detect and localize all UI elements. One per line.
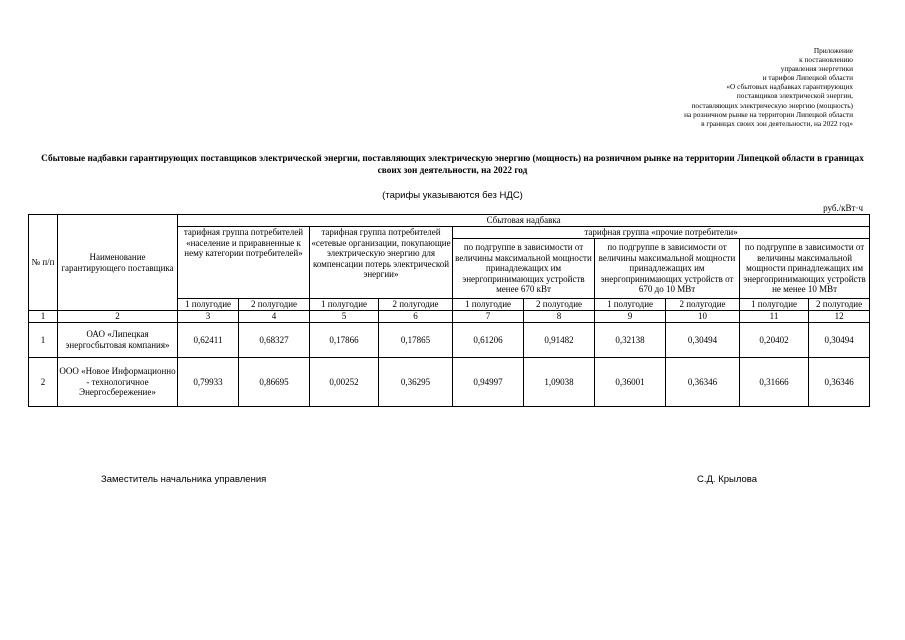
value-cell: 0,31666 bbox=[740, 358, 809, 407]
value-cell: 0,17865 bbox=[379, 323, 453, 358]
header-markup: Сбытовая надбавка bbox=[178, 215, 870, 227]
table-row bbox=[29, 323, 870, 358]
column-number: 8 bbox=[524, 311, 595, 323]
signatory-name: С.Д. Крылова bbox=[697, 474, 758, 485]
column-number: 7 bbox=[453, 311, 524, 323]
value-cell: 0,86695 bbox=[239, 358, 310, 407]
value-cell: 0,61206 bbox=[453, 323, 524, 358]
unit-label: руб./кВт·ч bbox=[823, 203, 863, 213]
header-half-2: 2 полугодие bbox=[524, 299, 595, 311]
header-half-1: 1 полугодие bbox=[453, 299, 524, 311]
appendix-line: поставщиков электрической энергии, bbox=[736, 91, 853, 101]
row-num: 1 bbox=[29, 323, 58, 358]
value-cell: 0,36346 bbox=[666, 358, 740, 407]
appendix-line: «О сбытовых надбавках гарантирующих bbox=[726, 82, 853, 92]
header-group-other: тарифная группа «прочие потребители» bbox=[453, 227, 870, 239]
header-half-2: 2 полугодие bbox=[379, 299, 453, 311]
value-cell: 0,36346 bbox=[809, 358, 870, 407]
appendix-line: Приложение bbox=[813, 46, 853, 55]
row-num: 2 bbox=[29, 358, 58, 407]
appendix-block bbox=[593, 46, 853, 128]
value-cell: 0,00252 bbox=[310, 358, 379, 407]
column-number: 12 bbox=[809, 311, 870, 323]
column-number: 10 bbox=[666, 311, 740, 323]
column-number: 5 bbox=[310, 311, 379, 323]
value-cell: 0,94997 bbox=[453, 358, 524, 407]
header-half-2: 2 полугодие bbox=[809, 299, 870, 311]
header-group-network: тарифная группа потребителей «сетевые организации, покупающие электрическую энергию для компенсации потерь электрической энергии» bbox=[310, 227, 453, 299]
header-half-1: 1 полугодие bbox=[740, 299, 809, 311]
appendix-line: на розничном рынке на территории Липецкой области bbox=[684, 109, 853, 119]
vat-note: (тарифы указываются без НДС) bbox=[382, 190, 523, 201]
column-number: 9 bbox=[595, 311, 666, 323]
column-number-row bbox=[29, 311, 870, 323]
value-cell: 0,36001 bbox=[595, 358, 666, 407]
supplier-name: ОАО «Липецкая энергосбытовая компания» bbox=[58, 323, 178, 358]
signatory-position: Заместитель начальника управления bbox=[101, 474, 267, 485]
appendix-line: поставляющих электрическую энергию (мощность) bbox=[691, 100, 853, 110]
header-half-2: 2 полугодие bbox=[239, 299, 310, 311]
value-cell: 1,09038 bbox=[524, 358, 595, 407]
value-cell: 0,68327 bbox=[239, 323, 310, 358]
header-half-1: 1 полугодие bbox=[310, 299, 379, 311]
header-half-2: 2 полугодие bbox=[666, 299, 740, 311]
supplier-name: ООО «Новое Информационно - технологичное Энергосбережение» bbox=[58, 358, 178, 407]
value-cell: 0,30494 bbox=[809, 323, 870, 358]
appendix-line: в границах своих зон деятельности, на 2022 год» bbox=[701, 118, 853, 128]
markup-table bbox=[28, 214, 870, 407]
header-group-population: тарифная группа потребителей «население и приравненные к нему категории потребителей» bbox=[178, 227, 310, 299]
column-number: 3 bbox=[178, 311, 239, 323]
value-cell: 0,17866 bbox=[310, 323, 379, 358]
value-cell: 0,32138 bbox=[595, 323, 666, 358]
document-title: Сбытовые надбавки гарантирующих поставщиков электрической энергии, поставляющих электрическую энергию (мощность) на розничном рынке на территории Липецкой области в границах своих зон деятельности, на 2022 год bbox=[41, 154, 864, 176]
appendix-line: управления энергетики bbox=[780, 64, 853, 74]
value-cell: 0,79933 bbox=[178, 358, 239, 407]
column-number: 2 bbox=[58, 311, 178, 323]
header-subgroup-large: по подгруппе в зависимости от величины максимальной мощности принадлежащих им энергопринимающих устройств не менее 10 МВт bbox=[740, 239, 870, 299]
column-number: 4 bbox=[239, 311, 310, 323]
value-cell: 0,20402 bbox=[740, 323, 809, 358]
header-half-1: 1 полугодие bbox=[178, 299, 239, 311]
header-num: № п/п bbox=[29, 215, 58, 311]
value-cell: 0,36295 bbox=[379, 358, 453, 407]
header-subgroup-medium: по подгруппе в зависимости от величины максимальной мощности принадлежащих им энергопринимающих устройств от 670 до 10 МВт bbox=[595, 239, 740, 299]
column-number: 6 bbox=[379, 311, 453, 323]
value-cell: 0,62411 bbox=[178, 323, 239, 358]
header-supplier-name: Наименование гарантирующего поставщика bbox=[58, 215, 178, 311]
table-row bbox=[29, 358, 870, 407]
column-number: 1 bbox=[29, 311, 58, 323]
column-number: 11 bbox=[740, 311, 809, 323]
appendix-line: и тарифов Липецкой области bbox=[762, 73, 853, 83]
appendix-line: к постановлению bbox=[799, 55, 853, 65]
header-subgroup-small: по подгруппе в зависимости от величины максимальной мощности принадлежащих им энергопринимающих устройств менее 670 кВт bbox=[453, 239, 595, 299]
value-cell: 0,91482 bbox=[524, 323, 595, 358]
header-half-1: 1 полугодие bbox=[595, 299, 666, 311]
value-cell: 0,30494 bbox=[666, 323, 740, 358]
